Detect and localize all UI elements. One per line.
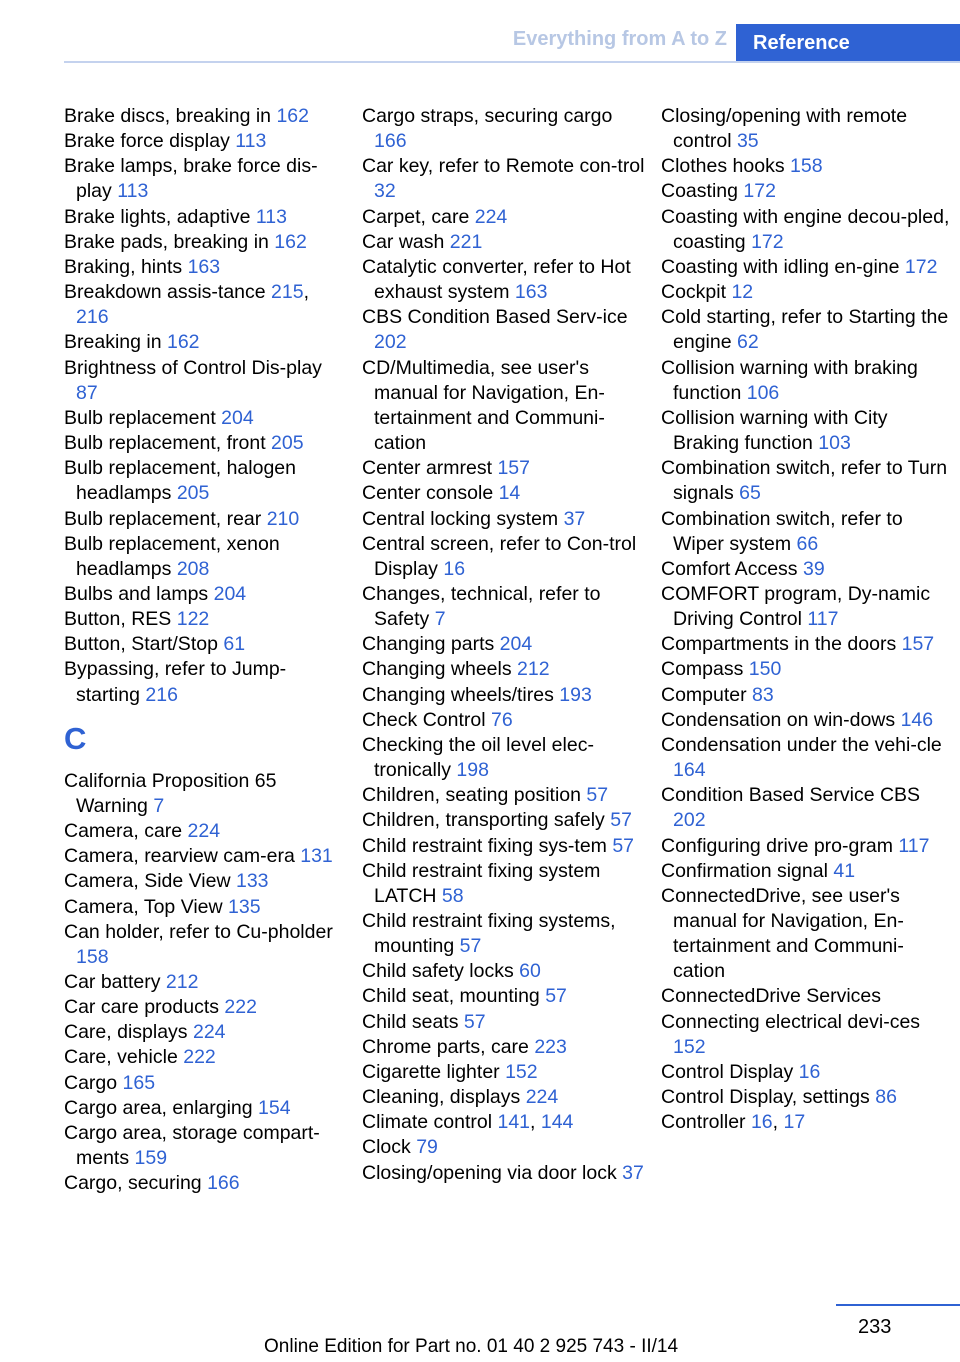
- index-entry: [64, 769, 344, 819]
- index-entry-term: ConnectedDrive Services: [661, 985, 882, 1008]
- index-entry-term: Closing/opening with remote control: [661, 105, 908, 153]
- index-entry-term: Car care products: [64, 996, 225, 1019]
- index-entry-term: Brake discs, breaking in: [64, 105, 277, 127]
- page-link[interactable]: 57: [610, 809, 632, 832]
- index-entry-term: Brake lights, adaptive: [64, 205, 256, 228]
- page-link[interactable]: 208: [176, 557, 210, 580]
- footer-rule: [836, 1304, 960, 1306]
- page-link[interactable]: 166: [207, 1172, 240, 1195]
- page-link[interactable]: 224: [474, 205, 508, 228]
- page-link[interactable]: 172: [743, 180, 776, 203]
- section-title: Everything from A to Z: [512, 28, 727, 50]
- page-link[interactable]: 162: [274, 230, 307, 253]
- index-entry-term: Cargo, securing: [64, 1172, 208, 1195]
- page-link[interactable]: 172: [904, 255, 938, 278]
- index-entry: [661, 356, 951, 406]
- page-link[interactable]: 57: [463, 1010, 486, 1033]
- page-link[interactable]: 224: [192, 1021, 226, 1044]
- index-entry-term: Child seats: [362, 1010, 464, 1033]
- index-entry: [64, 356, 344, 406]
- index-entry: [64, 205, 344, 230]
- index-entry: [362, 783, 648, 808]
- page-link[interactable]: 222: [224, 996, 257, 1019]
- index-entry: [661, 456, 951, 506]
- index-entry: [661, 708, 951, 733]
- page-link[interactable]: 141: [497, 1111, 531, 1134]
- index-entry: [362, 230, 648, 255]
- index-entry-term: Closing/opening via door lock: [362, 1161, 623, 1184]
- index-entry-term: Cleaning, displays: [362, 1086, 526, 1109]
- index-entry-term: Car battery: [64, 971, 166, 993]
- index-entry: [661, 1010, 951, 1060]
- index-entry-term: Clothes hooks: [661, 155, 790, 178]
- index-entry: [64, 1020, 344, 1045]
- index-entry: [64, 330, 344, 355]
- page-link[interactable]: 157: [901, 633, 935, 656]
- page-link[interactable]: 32: [374, 180, 396, 203]
- index-entry-term: Combination switch, refer to Wiper system: [661, 507, 903, 555]
- index-entry-term: ConnectedDrive, see user's manual for Navigation, En‐tertainment and Communi‐cation: [661, 884, 904, 983]
- index-entry: [661, 205, 951, 255]
- index-entry: [362, 582, 648, 632]
- page-link[interactable]: 57: [586, 784, 609, 807]
- index-entry-term: Brake lamps, brake force dis‐play: [64, 155, 318, 203]
- index-entry: [64, 607, 344, 632]
- index-entry: [64, 657, 344, 707]
- index-entry: [661, 834, 951, 859]
- page-link[interactable]: 79: [416, 1136, 438, 1159]
- page-link[interactable]: 162: [166, 331, 200, 354]
- index-entry: [661, 683, 951, 708]
- page-separator: ,: [303, 281, 309, 304]
- index-entry: [661, 1060, 951, 1085]
- page-link[interactable]: 106: [746, 381, 780, 404]
- page-link[interactable]: 205: [271, 432, 304, 455]
- index-entry: [64, 1071, 344, 1096]
- index-entry: [362, 205, 648, 230]
- index-entry: [64, 1045, 344, 1070]
- index-entry: [362, 532, 648, 582]
- page-link[interactable]: 210: [266, 507, 300, 530]
- index-entry-term: Control Display, settings: [661, 1086, 876, 1109]
- index-entry-term: CD/Multimedia, see user's manual for Navigation, En‐tertainment and Communi‐cation: [362, 356, 605, 455]
- page-link[interactable]: 223: [534, 1035, 567, 1058]
- index-entry: [661, 305, 951, 355]
- index-entry: [661, 582, 951, 632]
- index-entry-term: Coasting: [661, 180, 744, 203]
- page-link[interactable]: 86: [875, 1086, 897, 1109]
- index-entry-term: Central locking system: [362, 507, 564, 530]
- index-entry-term: Comfort Access: [661, 557, 803, 580]
- index-entry: [362, 1161, 648, 1186]
- index-entry-term: Coasting with idling en‐gine: [661, 255, 905, 278]
- index-entry-term: Configuring drive pro‐gram: [661, 834, 899, 857]
- page-link[interactable]: 113: [255, 205, 287, 228]
- index-entry: [64, 819, 344, 844]
- index-column-1: [64, 104, 344, 1196]
- page-link[interactable]: 216: [145, 683, 178, 706]
- page-link[interactable]: 16: [443, 557, 466, 580]
- page-link[interactable]: 152: [673, 1035, 706, 1058]
- page-link[interactable]: 205: [176, 482, 210, 505]
- index-entry: [64, 129, 344, 154]
- page-link[interactable]: 113: [235, 130, 267, 153]
- index-entry-term: Confirmation signal: [661, 859, 834, 882]
- page-link[interactable]: 204: [213, 582, 247, 605]
- page-link[interactable]: 202: [673, 809, 706, 832]
- index-entry: [661, 884, 951, 985]
- index-entry-term: Child restraint fixing sys‐tem: [362, 834, 613, 857]
- index-entry: [661, 280, 951, 305]
- index-entry: [362, 507, 648, 532]
- index-entry: [64, 995, 344, 1020]
- index-entry-term: Child seat, mounting: [362, 985, 546, 1008]
- index-entry: [362, 733, 648, 783]
- index-entry-term: Button, RES: [64, 608, 177, 631]
- index-entry-term: Center console: [362, 482, 499, 505]
- page-link[interactable]: 41: [833, 859, 856, 882]
- index-entry-term: Controller: [661, 1111, 751, 1134]
- page-link[interactable]: 150: [748, 658, 782, 681]
- index-entry-term: Child restraint fixing systems, mounting: [362, 910, 616, 958]
- index-entry: [661, 557, 951, 582]
- index-entry: [362, 1110, 648, 1135]
- page-link[interactable]: 144: [540, 1111, 574, 1134]
- index-entry-term: Bulb replacement, xenon headlamps: [64, 532, 280, 580]
- index-entry-term: COMFORT program, Dy‐namic Driving Control: [661, 582, 931, 631]
- index-entry: [661, 783, 951, 833]
- index-entry-term: Breakdown assis‐tance: [64, 281, 272, 304]
- page-link[interactable]: 158: [76, 945, 109, 968]
- page-link[interactable]: 62: [736, 331, 759, 354]
- page-link[interactable]: 37: [563, 507, 586, 530]
- page-number: 233: [858, 1316, 892, 1338]
- page-link[interactable]: 157: [497, 457, 530, 480]
- index-entry: [64, 869, 344, 894]
- index-entry: [362, 1085, 648, 1110]
- page-link[interactable]: 57: [545, 985, 567, 1008]
- index-entry: [661, 104, 951, 154]
- page-link[interactable]: 37: [622, 1161, 644, 1184]
- page-link[interactable]: 165: [122, 1071, 156, 1094]
- index-entry: [661, 984, 951, 1009]
- index-entry-term: Child safety locks: [362, 960, 520, 983]
- index-entry-term: Breaking in: [64, 331, 167, 354]
- page-link[interactable]: 202: [374, 331, 407, 354]
- index-entry: [64, 632, 344, 657]
- index-entry-term: Care, displays: [64, 1021, 193, 1044]
- index-entry: [64, 507, 344, 532]
- index-entry-term: Children, transporting safely: [362, 809, 611, 832]
- index-entry: [362, 708, 648, 733]
- index-entry: [362, 808, 648, 833]
- index-entry: [661, 733, 951, 783]
- index-entry-term: Catalytic converter, refer to Hot exhaust system: [362, 255, 631, 304]
- index-entry-term: Cargo area, storage compart‐ments: [64, 1121, 320, 1170]
- page-link[interactable]: 221: [449, 230, 483, 253]
- index-entry-term: Bulb replacement: [64, 406, 222, 429]
- index-entry-term: Control Display: [661, 1060, 799, 1083]
- index-entry: [362, 984, 648, 1009]
- page-separator: ,: [772, 1111, 784, 1134]
- page-link[interactable]: 131: [300, 845, 333, 868]
- index-entry-term: Chrome parts, care: [362, 1035, 535, 1058]
- index-entry: [362, 255, 648, 305]
- index-entry-term: Children, seating position: [362, 784, 587, 807]
- page-link[interactable]: 16: [750, 1111, 773, 1134]
- page-link[interactable]: 162: [276, 105, 309, 127]
- index-entry-term: Condensation under the vehi‐cle: [661, 733, 942, 756]
- page-link[interactable]: 222: [183, 1046, 216, 1069]
- index-entry: [362, 154, 648, 204]
- index-entry-term: Compartments in the doors: [661, 633, 902, 656]
- index-entry-term: Button, Start/Stop: [64, 633, 224, 656]
- page-link[interactable]: 152: [505, 1060, 538, 1083]
- index-entry: [362, 834, 648, 859]
- index-entry-term: Car key, refer to Remote con‐trol: [362, 155, 645, 178]
- index-entry-term: Connecting electrical devi‐ces: [661, 1010, 921, 1033]
- index-entry: [64, 431, 344, 456]
- index-entry: [64, 844, 344, 869]
- index-entry-term: Cold starting, refer to Starting the engine: [661, 306, 949, 354]
- index-entry-term: Collision warning with City Braking function: [661, 406, 888, 455]
- index-column-2: [362, 104, 648, 1186]
- page-link[interactable]: 76: [490, 708, 513, 731]
- page-link[interactable]: 83: [752, 683, 774, 706]
- index-entry: [661, 255, 951, 280]
- index-entry: [64, 920, 344, 970]
- page-link[interactable]: 103: [818, 432, 851, 455]
- index-entry-term: Changing wheels: [362, 658, 518, 681]
- index-entry-term: Camera, Top View: [64, 895, 229, 918]
- index-entry-term: Bulb replacement, front: [64, 432, 272, 455]
- index-entry: [362, 657, 648, 682]
- page-link[interactable]: 61: [223, 633, 246, 656]
- page-link[interactable]: 164: [673, 759, 706, 782]
- page-link[interactable]: 7: [434, 608, 446, 631]
- index-entry: [362, 859, 648, 909]
- index-entry: [362, 356, 648, 457]
- page-link[interactable]: 39: [802, 557, 825, 580]
- index-entry-term: Can holder, refer to Cu‐pholder: [64, 920, 333, 943]
- index-entry-term: Changing wheels/tires: [362, 683, 560, 706]
- page-link[interactable]: 58: [441, 884, 464, 907]
- page-link[interactable]: 215: [271, 281, 304, 304]
- index-entry: [362, 104, 648, 154]
- index-entry-term: Changing parts: [362, 633, 500, 656]
- page-link[interactable]: 135: [228, 895, 261, 918]
- page-link[interactable]: 159: [134, 1147, 168, 1170]
- index-entry: [661, 632, 951, 657]
- index-entry: [64, 532, 344, 582]
- index-entry-term: Cigarette lighter: [362, 1060, 506, 1083]
- index-entry: [64, 456, 344, 506]
- index-entry-term: Condition Based Service CBS: [661, 784, 921, 807]
- page-link[interactable]: 14: [498, 482, 521, 505]
- index-entry-term: Braking, hints: [64, 255, 188, 278]
- page-link[interactable]: 172: [751, 230, 784, 253]
- index-entry: [362, 456, 648, 481]
- index-entry-term: Cargo straps, securing cargo: [362, 105, 613, 127]
- page-link[interactable]: 204: [221, 406, 254, 429]
- index-entry-term: Bulb replacement, halogen headlamps: [64, 457, 296, 505]
- index-entry-term: Checking the oil level elec‐tronically: [362, 733, 594, 782]
- index-entry: [362, 632, 648, 657]
- page-link[interactable]: 158: [790, 155, 823, 178]
- index-entry-term: Car wash: [362, 230, 450, 253]
- page-link[interactable]: 65: [739, 482, 761, 505]
- index-entry-term: Cockpit: [661, 281, 732, 304]
- index-entry: [661, 406, 951, 456]
- page-link[interactable]: 146: [900, 708, 934, 731]
- page-header: [0, 0, 960, 62]
- index-entry-term: Bulb replacement, rear: [64, 507, 267, 530]
- index-entry: [362, 959, 648, 984]
- page-link[interactable]: 163: [187, 255, 221, 278]
- index-letter-heading: C: [64, 720, 87, 756]
- index-entry-term: Changes, technical, refer to Safety: [362, 582, 601, 631]
- index-entry-term: Camera, rearview cam‐era: [64, 845, 301, 868]
- index-entry: [64, 154, 344, 204]
- page-link[interactable]: 16: [798, 1060, 821, 1083]
- index-entry: [64, 1121, 344, 1171]
- index-entry: [362, 683, 648, 708]
- page-link[interactable]: 204: [499, 633, 533, 656]
- page-link[interactable]: 122: [176, 608, 210, 631]
- page-link[interactable]: 35: [736, 130, 759, 153]
- index-entry: [661, 859, 951, 884]
- index-entry: [661, 507, 951, 557]
- page-link[interactable]: 17: [783, 1111, 806, 1134]
- index-entry-term: Bypassing, refer to Jump‐starting: [64, 658, 287, 706]
- page-link[interactable]: 57: [459, 935, 482, 958]
- index-entry: [362, 909, 648, 959]
- index-entry: [362, 305, 648, 355]
- index-entry-term: Camera, Side View: [64, 870, 236, 893]
- page-separator: ,: [530, 1111, 541, 1134]
- chapter-tab: Reference: [736, 24, 960, 61]
- page-link[interactable]: 87: [76, 381, 98, 404]
- page-link[interactable]: 133: [235, 870, 269, 893]
- index-entry: [64, 255, 344, 280]
- page-link[interactable]: 60: [519, 960, 541, 983]
- index-entry-term: Brake force display: [64, 130, 236, 153]
- page-link[interactable]: 117: [898, 834, 930, 857]
- index-entry: [661, 179, 951, 204]
- index-entry-term: Child restraint fixing system LATCH: [362, 859, 601, 907]
- index-entry: [362, 1060, 648, 1085]
- index-entry-term: CBS Condition Based Serv‐ice: [362, 306, 628, 329]
- index-entry-term: Brake pads, breaking in: [64, 230, 275, 253]
- index-entry: [661, 657, 951, 682]
- index-entry-term: Cargo area, enlarging: [64, 1096, 259, 1119]
- index-entry-term: Collision warning with braking function: [661, 356, 918, 404]
- index-entry: [64, 1171, 344, 1196]
- index-entry-term: Computer: [661, 683, 753, 706]
- page-link[interactable]: 12: [731, 281, 754, 304]
- index-entry-term: Care, vehicle: [64, 1046, 184, 1069]
- index-entry: [64, 895, 344, 920]
- index-entry: [362, 481, 648, 506]
- index-entry-term: Center armrest: [362, 457, 498, 480]
- page-link[interactable]: 216: [76, 306, 109, 329]
- index-entry-term: Brightness of Control Dis‐play: [64, 356, 322, 379]
- page-link[interactable]: 57: [612, 834, 635, 857]
- page-link[interactable]: 7: [153, 794, 165, 817]
- page-link[interactable]: 154: [258, 1096, 291, 1119]
- header-rule: [64, 61, 960, 63]
- page-link[interactable]: 193: [559, 683, 592, 706]
- index-entry-term: California Proposition 65 Warning: [64, 769, 277, 817]
- page-link[interactable]: 224: [187, 820, 221, 843]
- index-entry-term: Bulbs and lamps: [64, 582, 214, 605]
- index-entry: [64, 104, 344, 129]
- index-entry: [362, 1010, 648, 1035]
- index-entry: [64, 406, 344, 431]
- page-link[interactable]: 166: [374, 130, 407, 153]
- index-entry: [64, 1096, 344, 1121]
- edition-note: Online Edition for Part no. 01 40 2 925 743 - II/14: [264, 1336, 679, 1357]
- index-entry-term: Combination switch, refer to Turn signals: [661, 457, 948, 505]
- index-entry-term: Coasting with engine decou‐pled, coasting: [661, 205, 950, 253]
- index-entry-term: Clock: [362, 1136, 417, 1159]
- index-entry: [64, 970, 344, 995]
- index-entry: [64, 280, 344, 330]
- page-link[interactable]: 163: [514, 281, 548, 304]
- index-entry: [362, 1135, 648, 1160]
- page-link[interactable]: 117: [807, 608, 839, 631]
- index-entry: [362, 1035, 648, 1060]
- page-link[interactable]: 66: [796, 532, 819, 555]
- page-link[interactable]: 224: [525, 1086, 559, 1109]
- page-link[interactable]: 212: [517, 658, 550, 681]
- page-link[interactable]: 113: [117, 180, 149, 203]
- index-entry-term: Check Control: [362, 708, 491, 731]
- page-link[interactable]: 212: [165, 971, 199, 993]
- index-entry-term: Carpet, care: [362, 205, 475, 228]
- index-entry: [661, 1085, 951, 1110]
- index-entry-term: Compass: [661, 658, 749, 681]
- index-entry-term: Central screen, refer to Con‐trol Display: [362, 532, 637, 580]
- index-entry-term: Cargo: [64, 1071, 123, 1094]
- index-entry: [64, 230, 344, 255]
- page-link[interactable]: 198: [456, 759, 489, 782]
- index-entry: [661, 154, 951, 179]
- index-entry-term: Camera, care: [64, 820, 188, 843]
- index-entry-term: Climate control: [362, 1111, 498, 1134]
- index-entry: [661, 1110, 951, 1135]
- index-column-3: [661, 104, 951, 1135]
- index-entry-term: Condensation on win‐dows: [661, 708, 901, 731]
- index-entry: [64, 582, 344, 607]
